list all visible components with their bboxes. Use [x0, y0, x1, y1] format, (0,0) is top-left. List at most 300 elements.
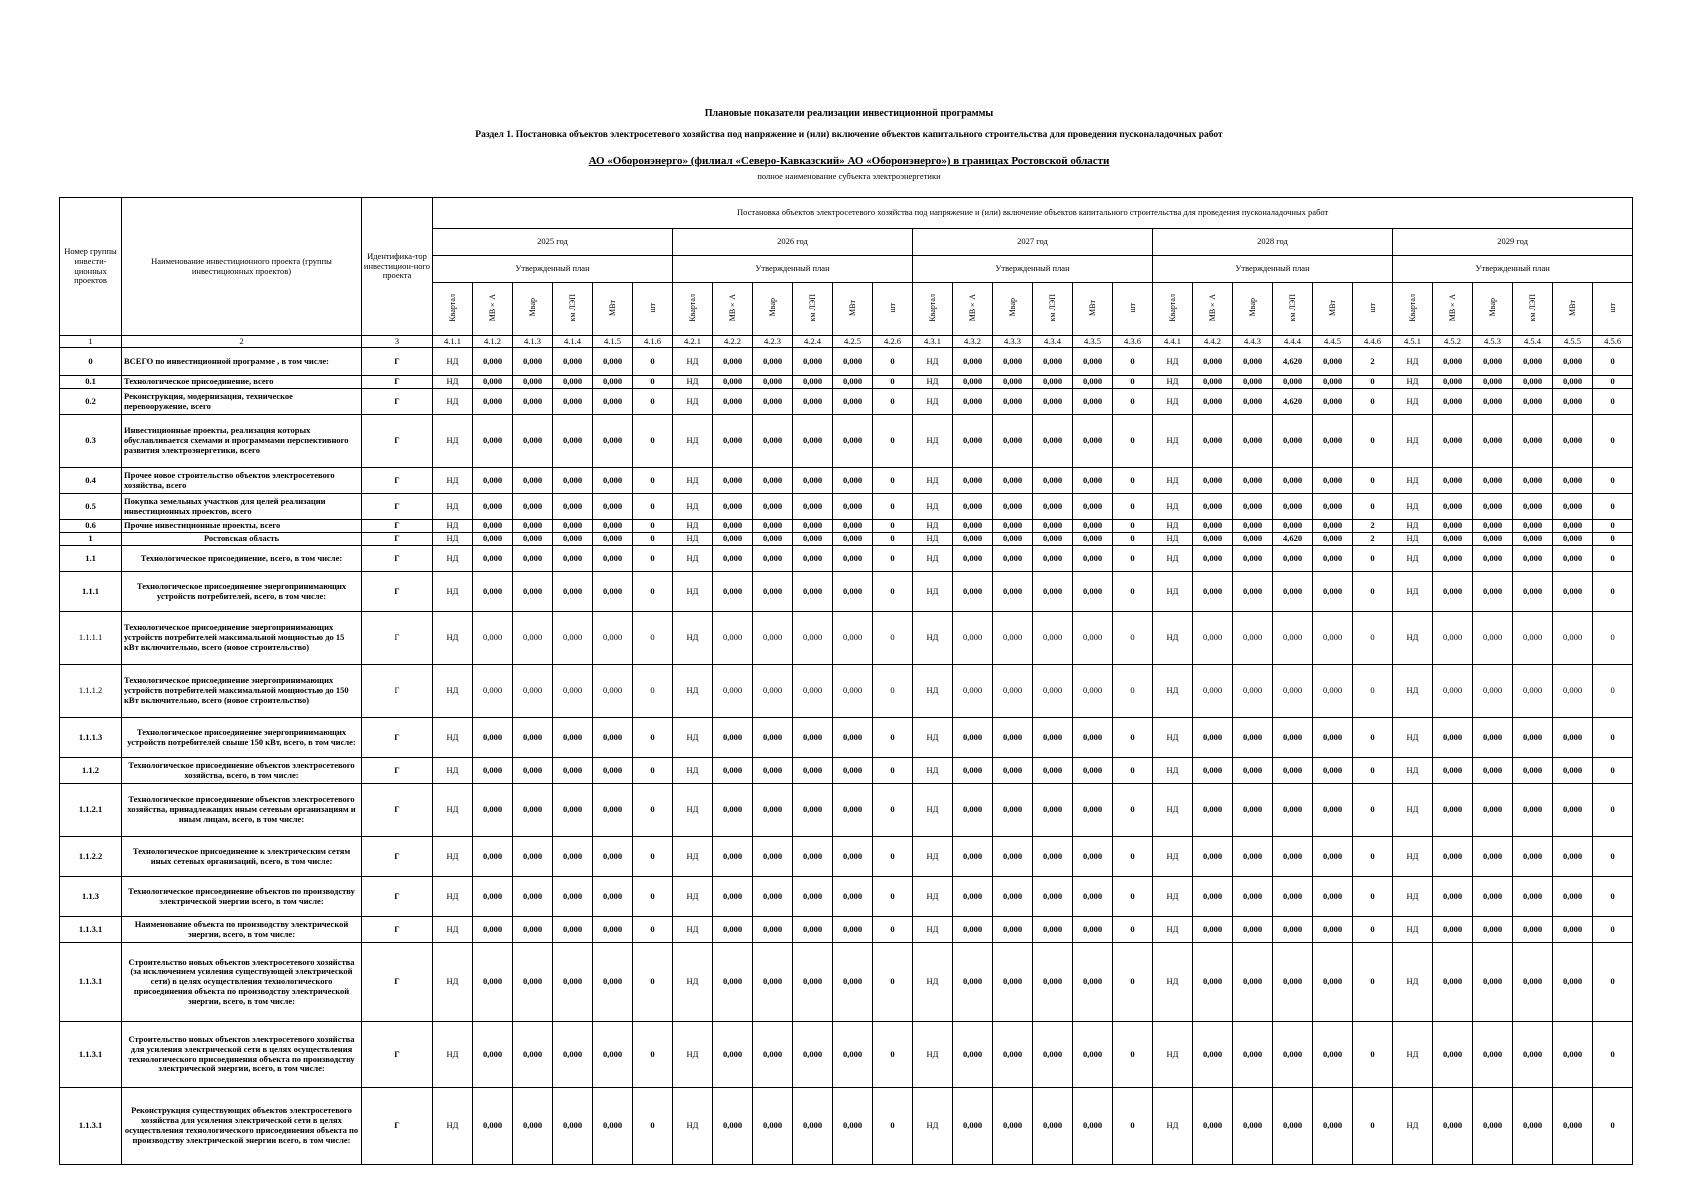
- header-unit: [553, 283, 593, 336]
- row-value: 0,000: [513, 718, 553, 758]
- row-identifier: Г: [362, 837, 433, 877]
- row-value: НД: [433, 494, 473, 520]
- row-value: 0,000: [713, 837, 753, 877]
- row-value: 0,000: [593, 546, 633, 572]
- header-plan: Утвержденный план: [673, 256, 913, 283]
- row-value: 0,000: [1313, 520, 1353, 533]
- row-value: 0: [1353, 376, 1393, 389]
- row-value: 0,000: [473, 1088, 513, 1165]
- row-value: 0,000: [1033, 837, 1073, 877]
- row-value: 0,000: [513, 943, 553, 1022]
- row-value: 0: [1593, 612, 1633, 665]
- row-value: 0,000: [1273, 494, 1313, 520]
- column-code: 4.2.2: [713, 336, 753, 348]
- table-row: [60, 415, 1633, 468]
- column-number: 1: [60, 336, 122, 348]
- row-value: 0,000: [953, 520, 993, 533]
- row-value: 0,000: [1513, 376, 1553, 389]
- column-code: 4.3.1: [913, 336, 953, 348]
- row-value: 0,000: [1473, 494, 1513, 520]
- row-value: 0,000: [1033, 784, 1073, 837]
- row-value: 0: [1353, 1088, 1393, 1165]
- row-value: 0,000: [753, 546, 793, 572]
- row-value: 0,000: [1513, 665, 1553, 718]
- row-value: 0,000: [753, 943, 793, 1022]
- row-value: 0,000: [1513, 612, 1553, 665]
- row-value: 0,000: [1433, 520, 1473, 533]
- row-value: 0,000: [553, 533, 593, 546]
- row-value: 0,000: [1273, 612, 1313, 665]
- row-identifier: Г: [362, 665, 433, 718]
- row-value: 0,000: [473, 468, 513, 494]
- column-code: 4.1.2: [473, 336, 513, 348]
- row-value: 0,000: [1193, 389, 1233, 415]
- row-value: 0,000: [1553, 348, 1593, 376]
- row-number: 1.1.2.2: [60, 837, 122, 877]
- row-value: 0,000: [953, 494, 993, 520]
- row-value: 0,000: [1553, 784, 1593, 837]
- row-value: 0,000: [1273, 877, 1313, 917]
- row-project-name: Технологическое присоединение энергопринимающих устройств потребителей максимальной мощностью до 150 кВт включительно, всего (новое строительство): [122, 665, 362, 718]
- row-value: 0,000: [833, 415, 873, 468]
- row-value: 0,000: [833, 837, 873, 877]
- row-value: 0,000: [1193, 1088, 1233, 1165]
- organization-name: АО «Оборонэнерго» (филиал «Северо-Кавказский» АО «Оборонэнерго») в границах Ростовской области: [588, 155, 1110, 167]
- header-unit: [953, 283, 993, 336]
- row-value: 0,000: [473, 533, 513, 546]
- row-value: 0,000: [1033, 520, 1073, 533]
- row-value: 0,000: [993, 784, 1033, 837]
- row-value: 0,000: [1033, 468, 1073, 494]
- row-value: 0,000: [1233, 348, 1273, 376]
- header-unit-label: МВт: [847, 299, 857, 316]
- row-value: 0,000: [753, 376, 793, 389]
- column-code: 4.2.4: [793, 336, 833, 348]
- row-value: 0: [633, 572, 673, 612]
- row-value: 0: [873, 572, 913, 612]
- row-value: 0,000: [513, 572, 553, 612]
- row-value: 0,000: [1193, 533, 1233, 546]
- row-value: НД: [433, 1088, 473, 1165]
- row-value: 0,000: [833, 1088, 873, 1165]
- row-value: НД: [1153, 877, 1193, 917]
- row-value: 0,000: [1513, 837, 1553, 877]
- column-code: 4.3.5: [1073, 336, 1113, 348]
- row-number: 1.1.1.3: [60, 718, 122, 758]
- table-row: [60, 376, 1633, 389]
- row-value: 0,000: [1273, 1088, 1313, 1165]
- row-identifier: Г: [362, 1088, 433, 1165]
- row-value: 0,000: [953, 758, 993, 784]
- row-value: НД: [673, 943, 713, 1022]
- row-value: 0,000: [1313, 943, 1353, 1022]
- header-unit: [873, 283, 913, 336]
- column-code: 4.4.5: [1313, 336, 1353, 348]
- row-value: 0,000: [473, 1022, 513, 1088]
- row-value: 0,000: [1433, 1088, 1473, 1165]
- row-value: 0,000: [553, 665, 593, 718]
- row-value: 0: [1353, 1022, 1393, 1088]
- row-value: НД: [433, 837, 473, 877]
- row-value: 0,000: [1513, 572, 1553, 612]
- header-year: 2028 год: [1153, 229, 1393, 256]
- row-value: 0: [1353, 943, 1393, 1022]
- row-identifier: Г: [362, 415, 433, 468]
- row-value: 0,000: [473, 837, 513, 877]
- row-value: 0,000: [713, 546, 753, 572]
- column-code: 4.1.5: [593, 336, 633, 348]
- row-value: 0,000: [833, 376, 873, 389]
- row-project-name: Технологическое присоединение энергопринимающих устройств потребителей свыше 150 кВт, всего, в том числе:: [122, 718, 362, 758]
- row-value: НД: [673, 546, 713, 572]
- row-value: 0,000: [1273, 376, 1313, 389]
- row-value: 0,000: [1553, 665, 1593, 718]
- row-value: 0: [1593, 943, 1633, 1022]
- row-value: 0,000: [1033, 917, 1073, 943]
- row-value: НД: [913, 943, 953, 1022]
- row-value: 0: [1353, 665, 1393, 718]
- column-code: 4.1.1: [433, 336, 473, 348]
- header-unit: [1033, 283, 1073, 336]
- row-value: 0,000: [1513, 546, 1553, 572]
- row-value: 0,000: [993, 612, 1033, 665]
- row-value: 0,000: [1193, 917, 1233, 943]
- row-value: 0,000: [1073, 572, 1113, 612]
- row-value: 0,000: [553, 837, 593, 877]
- row-value: 0,000: [1233, 389, 1273, 415]
- row-value: 0,000: [1313, 546, 1353, 572]
- column-code: 4.2.6: [873, 336, 913, 348]
- row-number: 0.5: [60, 494, 122, 520]
- row-value: 0,000: [993, 943, 1033, 1022]
- row-value: 0: [1113, 533, 1153, 546]
- header-unit: [913, 283, 953, 336]
- row-value: 0,000: [993, 877, 1033, 917]
- row-value: 0,000: [1273, 665, 1313, 718]
- row-value: 0,000: [1313, 758, 1353, 784]
- row-value: 0,000: [593, 837, 633, 877]
- row-value: 0: [1353, 494, 1393, 520]
- header-unit: [1393, 283, 1433, 336]
- row-value: 0: [1113, 389, 1153, 415]
- row-value: 0,000: [793, 758, 833, 784]
- row-value: 0,000: [713, 665, 753, 718]
- row-value: НД: [1153, 494, 1193, 520]
- row-value: 0,000: [953, 415, 993, 468]
- row-value: 0,000: [953, 1022, 993, 1088]
- header-unit: [593, 283, 633, 336]
- row-value: 0: [873, 665, 913, 718]
- column-code: 4.5.1: [1393, 336, 1433, 348]
- row-value: 2: [1353, 348, 1393, 376]
- row-value: 0,000: [953, 533, 993, 546]
- header-unit-label: МВ×А: [1447, 294, 1457, 322]
- row-value: 0,000: [1473, 718, 1513, 758]
- row-number: 0.4: [60, 468, 122, 494]
- row-value: 0: [633, 546, 673, 572]
- row-value: 0,000: [1073, 348, 1113, 376]
- table-row: [60, 1022, 1633, 1088]
- row-value: 0,000: [1313, 665, 1353, 718]
- row-value: 0,000: [1313, 376, 1353, 389]
- row-value: НД: [1153, 718, 1193, 758]
- row-value: НД: [433, 533, 473, 546]
- row-identifier: Г: [362, 468, 433, 494]
- row-value: 0,000: [1273, 415, 1313, 468]
- row-value: 0,000: [1473, 520, 1513, 533]
- row-value: 0: [633, 718, 673, 758]
- row-value: 0: [1113, 348, 1153, 376]
- column-code: 4.5.5: [1553, 336, 1593, 348]
- row-value: 0,000: [1553, 389, 1593, 415]
- row-value: 0,000: [1033, 415, 1073, 468]
- row-value: 0,000: [1073, 917, 1113, 943]
- row-value: 0: [1113, 665, 1153, 718]
- row-value: 0,000: [1473, 572, 1513, 612]
- row-value: НД: [433, 758, 473, 784]
- row-value: 0,000: [553, 376, 593, 389]
- row-value: НД: [673, 837, 713, 877]
- row-value: 0,000: [833, 533, 873, 546]
- row-value: 0,000: [753, 494, 793, 520]
- row-value: 0,000: [1033, 494, 1073, 520]
- row-value: 0,000: [993, 1088, 1033, 1165]
- row-value: 0,000: [1233, 376, 1273, 389]
- column-code: 4.3.6: [1113, 336, 1153, 348]
- row-value: 0,000: [1193, 665, 1233, 718]
- row-value: НД: [1393, 546, 1433, 572]
- row-value: 0: [1113, 415, 1153, 468]
- row-value: 0: [1353, 877, 1393, 917]
- row-value: 0,000: [553, 758, 593, 784]
- row-value: 0,000: [753, 665, 793, 718]
- row-value: НД: [913, 877, 953, 917]
- row-value: 0,000: [1193, 784, 1233, 837]
- row-value: 0,000: [553, 348, 593, 376]
- row-value: 0,000: [513, 520, 553, 533]
- row-value: 0: [873, 533, 913, 546]
- row-project-name: Технологическое присоединение объектов электросетевого хозяйства, принадлежащих иным сетевым организациям и иным лицам, всего, в том числе:: [122, 784, 362, 837]
- row-value: 0,000: [753, 520, 793, 533]
- column-code: 4.5.2: [1433, 336, 1473, 348]
- row-value: 0,000: [473, 877, 513, 917]
- row-value: 0,000: [513, 415, 553, 468]
- column-code: 4.1.3: [513, 336, 553, 348]
- row-value: 0: [1353, 718, 1393, 758]
- row-value: 0,000: [1033, 758, 1073, 784]
- row-value: 0,000: [833, 943, 873, 1022]
- row-value: 0,000: [753, 837, 793, 877]
- header-unit-label: Мвар: [767, 298, 777, 317]
- row-value: 0,000: [1073, 415, 1113, 468]
- row-project-name: Ростовская область: [122, 533, 362, 546]
- row-value: 0,000: [1553, 718, 1593, 758]
- row-value: 4,620: [1273, 533, 1313, 546]
- row-value: НД: [433, 917, 473, 943]
- row-value: 0,000: [593, 389, 633, 415]
- column-code: 4.1.6: [633, 336, 673, 348]
- row-value: 0,000: [1553, 494, 1593, 520]
- column-code: 4.2.5: [833, 336, 873, 348]
- header-unit-label: шт: [887, 302, 897, 313]
- row-value: 0,000: [953, 877, 993, 917]
- row-value: 0,000: [1073, 718, 1113, 758]
- row-value: 0,000: [713, 718, 753, 758]
- header-unit-label: Квартал: [687, 293, 697, 322]
- row-value: 0,000: [1513, 943, 1553, 1022]
- row-value: 0,000: [793, 533, 833, 546]
- row-value: 2: [1353, 520, 1393, 533]
- row-value: 0,000: [1433, 837, 1473, 877]
- row-value: 0: [1113, 572, 1153, 612]
- header-unit-label: Квартал: [927, 293, 937, 322]
- row-value: 0,000: [1073, 1088, 1113, 1165]
- row-value: 0,000: [1473, 1088, 1513, 1165]
- row-value: 0,000: [1233, 917, 1273, 943]
- row-value: НД: [673, 348, 713, 376]
- row-value: 0,000: [713, 784, 753, 837]
- organization-caption: полное наименование субъекта электроэнергетики: [757, 171, 941, 181]
- row-project-name: Строительство новых объектов электросетевого хозяйства для усиления электрической сети в целях осуществления технологического присоединения объекта по производству электрической энергии, всего, в том числе:: [122, 1022, 362, 1088]
- row-value: 0,000: [1433, 612, 1473, 665]
- row-value: НД: [1393, 1022, 1433, 1088]
- row-value: 0,000: [1193, 943, 1233, 1022]
- row-value: 0: [1353, 612, 1393, 665]
- row-value: 0,000: [953, 917, 993, 943]
- row-value: 0,000: [1433, 943, 1473, 1022]
- row-value: 0,000: [953, 784, 993, 837]
- row-value: 0,000: [1033, 546, 1073, 572]
- row-value: 0,000: [1553, 546, 1593, 572]
- row-value: НД: [433, 1022, 473, 1088]
- row-value: 0,000: [1433, 877, 1473, 917]
- row-value: НД: [913, 572, 953, 612]
- row-value: 0: [633, 389, 673, 415]
- row-value: 0,000: [833, 718, 873, 758]
- header-unit-label: МВ×А: [487, 294, 497, 322]
- row-value: НД: [1153, 837, 1193, 877]
- header-unit: [633, 283, 673, 336]
- row-value: 0,000: [553, 718, 593, 758]
- indicators-table: [59, 197, 1633, 1165]
- row-value: 0: [1593, 415, 1633, 468]
- row-value: 0,000: [553, 877, 593, 917]
- row-value: 0,000: [1233, 758, 1273, 784]
- row-value: 0,000: [473, 348, 513, 376]
- header-unit-label: км ЛЭП: [1527, 293, 1537, 322]
- row-value: 0,000: [793, 612, 833, 665]
- row-value: 0: [633, 943, 673, 1022]
- row-value: НД: [673, 1022, 713, 1088]
- row-value: 0,000: [993, 546, 1033, 572]
- row-value: 0: [1593, 468, 1633, 494]
- row-value: 0,000: [1273, 572, 1313, 612]
- row-value: 0: [1113, 943, 1153, 1022]
- header-unit-label: МВт: [1327, 299, 1337, 316]
- row-value: НД: [913, 494, 953, 520]
- row-value: НД: [433, 665, 473, 718]
- header-unit: [833, 283, 873, 336]
- row-value: 0,000: [753, 718, 793, 758]
- row-value: 0,000: [593, 520, 633, 533]
- row-value: 0,000: [1033, 376, 1073, 389]
- row-value: 0,000: [1233, 546, 1273, 572]
- header-unit-label: МВт: [1087, 299, 1097, 316]
- row-value: НД: [1393, 348, 1433, 376]
- row-number: 1.1.1.1: [60, 612, 122, 665]
- row-number: 1.1.3.1: [60, 1022, 122, 1088]
- header-unit-label: шт: [647, 302, 657, 313]
- row-value: 0,000: [793, 1022, 833, 1088]
- row-value: 0,000: [793, 665, 833, 718]
- row-value: 0,000: [1033, 943, 1073, 1022]
- row-value: 0,000: [1313, 1022, 1353, 1088]
- row-project-name: Инвестиционные проекты, реализация которых обуславливается схемами и программами перспективного развития электроэнергетики, всего: [122, 415, 362, 468]
- row-value: 0: [1593, 572, 1633, 612]
- row-value: 0: [873, 1022, 913, 1088]
- row-value: 0: [1593, 1088, 1633, 1165]
- row-value: 0,000: [473, 758, 513, 784]
- row-value: 0,000: [1193, 758, 1233, 784]
- header-unit-label: км ЛЭП: [807, 293, 817, 322]
- row-value: 0,000: [833, 494, 873, 520]
- row-value: 0,000: [1473, 837, 1513, 877]
- row-value: 0,000: [553, 389, 593, 415]
- row-value: 0,000: [1473, 468, 1513, 494]
- row-value: 0,000: [1073, 520, 1113, 533]
- header-unit: [1353, 283, 1393, 336]
- row-value: 0: [1113, 837, 1153, 877]
- row-value: 0,000: [753, 533, 793, 546]
- row-value: 0,000: [1233, 572, 1273, 612]
- row-value: 0: [1113, 612, 1153, 665]
- row-value: 0,000: [1233, 877, 1273, 917]
- row-value: 0,000: [1313, 468, 1353, 494]
- row-value: 0,000: [473, 784, 513, 837]
- row-value: 0,000: [753, 1088, 793, 1165]
- row-value: 0,000: [953, 665, 993, 718]
- row-value: 0,000: [1193, 348, 1233, 376]
- row-value: НД: [1393, 837, 1433, 877]
- row-value: 0,000: [1033, 665, 1073, 718]
- row-value: 0: [873, 546, 913, 572]
- row-value: НД: [1393, 533, 1433, 546]
- row-value: 0,000: [473, 718, 513, 758]
- row-value: 0,000: [1513, 520, 1553, 533]
- row-value: 0: [633, 1022, 673, 1088]
- row-value: 0,000: [1553, 415, 1593, 468]
- row-value: 0,000: [1473, 376, 1513, 389]
- row-value: 0,000: [793, 348, 833, 376]
- row-value: НД: [1393, 784, 1433, 837]
- row-project-name: ВСЕГО по инвестиционной программе , в том числе:: [122, 348, 362, 376]
- row-value: НД: [1393, 468, 1433, 494]
- row-value: 0,000: [1553, 572, 1593, 612]
- header-unit-label: МВт: [607, 299, 617, 316]
- row-value: 0,000: [793, 837, 833, 877]
- header-unit: [473, 283, 513, 336]
- row-value: НД: [433, 943, 473, 1022]
- row-value: НД: [673, 494, 713, 520]
- row-value: НД: [1153, 376, 1193, 389]
- row-value: 0,000: [1193, 546, 1233, 572]
- table-row: [60, 943, 1633, 1022]
- row-value: 0,000: [833, 520, 873, 533]
- row-value: 0,000: [513, 376, 553, 389]
- row-value: 0,000: [1033, 877, 1073, 917]
- row-value: 0,000: [993, 718, 1033, 758]
- row-number: 0.1: [60, 376, 122, 389]
